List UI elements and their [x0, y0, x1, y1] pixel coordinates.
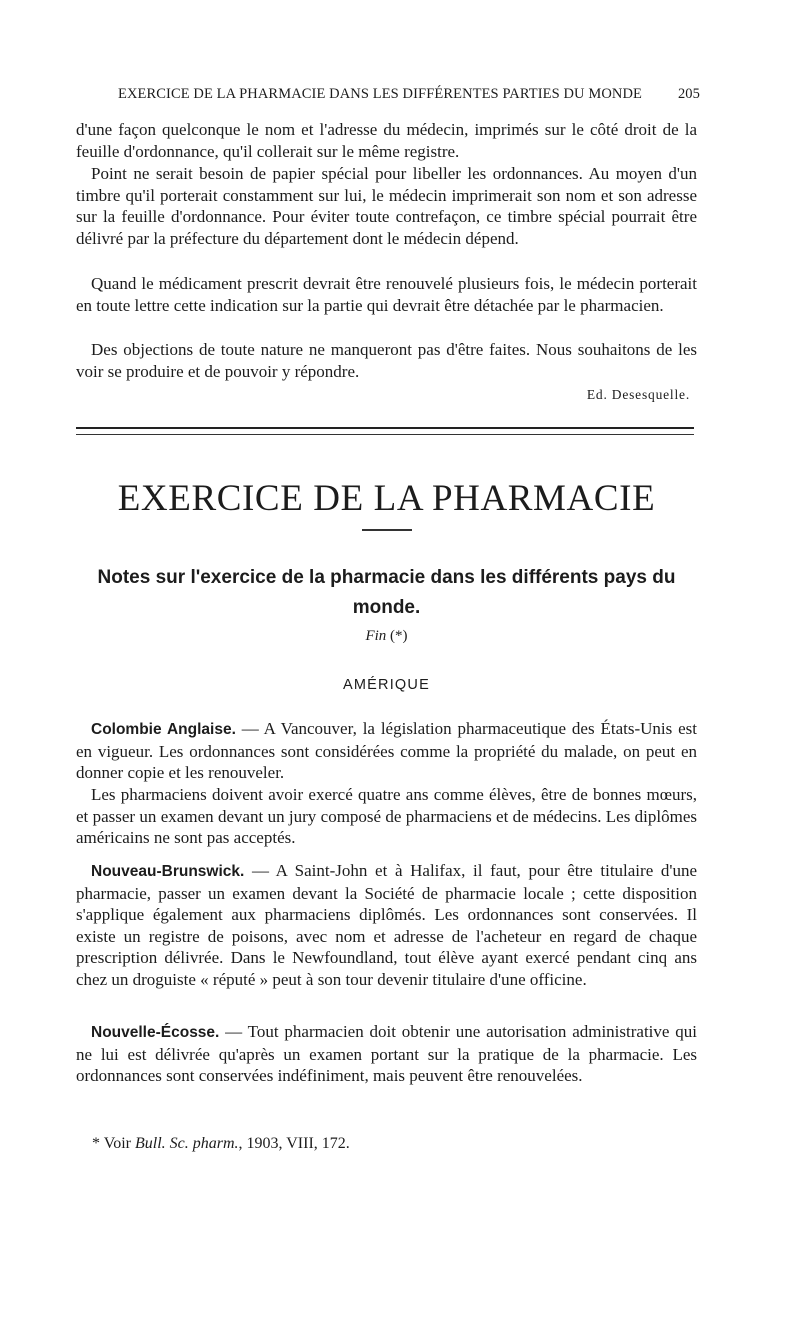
entry-heading: Nouveau-Brunswick. [91, 863, 245, 880]
region-heading: AMÉRIQUE [343, 677, 430, 693]
entry-text: — Tout pharmacien doit obtenir une autorisation administrative qui ne lui est délivrée qu'après un examen portant sur la pratique de la pharmacie. Les ordonnances sont conservées indéfiniment, mais peuvent être renouvelées. [76, 1022, 697, 1086]
intro-paragraph-4: Des objections de toute nature ne manqueront pas d'être faites. Nous souhaitons de les voir se produire et de pouvoir y répondre. [76, 340, 697, 381]
intro-paragraph-3: Quand le médicament prescrit devrait être renouvelé plusieurs fois, le médecin porterait en toute lettre cette indication sur la partie qui devrait être détachée par le pharmacien. [76, 274, 697, 315]
entry-nouveau-brunswick [76, 860, 697, 991]
entry-nouvelle-ecosse [76, 1021, 697, 1087]
entry-text: — A Vancouver, la législation pharmaceutique des États-Unis est en vigueur. Les ordonnances sont considérées comme la propriété du malade, on peut en donner copie et les renouveler. [76, 719, 697, 783]
footnote-prefix: * Voir [92, 1135, 135, 1152]
title-underline [362, 529, 412, 531]
fin-note [76, 626, 697, 646]
page-number: 205 [677, 86, 700, 102]
author-signature: Ed. Desesquelle. [586, 387, 690, 402]
intro-paragraph-2: Point ne serait besoin de papier spécial pour libeller les ordonnances. Au moyen d'un timbre qu'il porterait constamment sur lui, le médecin imprimerait son nom et son adresse sur la feuille d'ordonnance. Pour éviter toute contrefaçon, ce timbre spécial pourrait être délivré par la préfecture du département dont le médecin dépend. [76, 164, 697, 248]
article-title: Notes sur l'exercice de la pharmacie dans les différents pays du monde. [97, 567, 676, 618]
running-head-title: EXERCICE DE LA PHARMACIE DANS LES DIFFÉRENTES PARTIES DU MONDE [118, 86, 643, 102]
separator-rule-bottom [76, 434, 694, 435]
footnote-reference: , 1903, VIII, 172. [238, 1135, 350, 1152]
fin-label: Fin [365, 628, 387, 644]
intro-paragraph-1: d'une façon quelconque le nom et l'adresse du médecin, imprimés sur le côté droit de la feuille d'ordonnance, qu'il collerait sur le même registre. [76, 120, 697, 161]
entry-colombie-anglaise [76, 718, 697, 784]
entry-colombie-anglaise-continued: Les pharmaciens doivent avoir exercé quatre ans comme élèves, être de bonnes mœurs, et passer un examen devant un jury composé de pharmaciens et de médecins. Les diplômes américains ne sont pas acceptés. [76, 785, 697, 848]
footnote [92, 1134, 692, 1154]
section-title: EXERCICE DE LA PHARMACIE [117, 478, 656, 519]
entry-heading: Colombie Anglaise. [91, 721, 236, 738]
footnote-journal: Bull. Sc. pharm. [134, 1135, 239, 1152]
running-head [118, 86, 700, 108]
separator-rule-top [76, 427, 694, 429]
entry-heading: Nouvelle-Écosse. [91, 1024, 220, 1041]
footnote-mark: (*) [390, 628, 408, 644]
entry-text: — A Saint-John et à Halifax, il faut, pour être titulaire d'une pharmacie, passer un examen devant la Société de pharmacie locale ; cette disposition s'applique également aux pharmaciens diplômés. Les ordonnances sont conservées. Il existe un registre de poisons, avec nom et adresse de l'acheteur en regard de chaque prescription délivrée. Dans le Newfoundland, tout élève ayant exercé pendant cinq ans chez un droguiste « réputé » peut à son tour devenir titulaire d'une officine. [76, 861, 697, 989]
